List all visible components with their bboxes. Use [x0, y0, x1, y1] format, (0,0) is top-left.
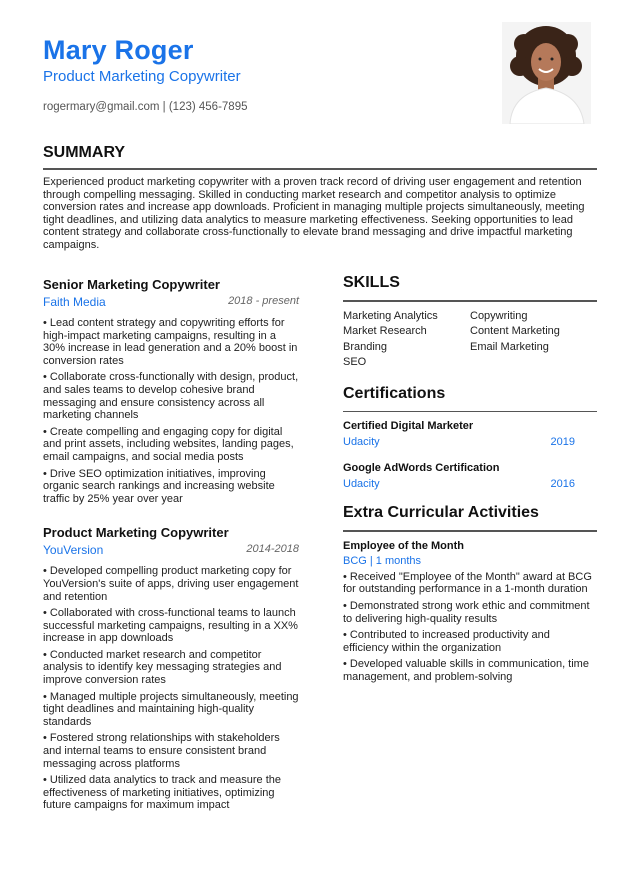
skill-item: Copywriting [470, 309, 528, 322]
job-entry [43, 277, 299, 505]
activity-entry [343, 540, 597, 684]
activity-bullet: • Received "Employee of the Month" award at BCG for outstanding performance in a 1-month duration [343, 570, 592, 596]
candidate-name: Mary Roger [43, 35, 194, 65]
summary-heading: SUMMARY [43, 144, 126, 161]
skill-item: Marketing Analytics [343, 309, 438, 322]
certifications-heading: Certifications [343, 384, 446, 402]
job-title: Senior Marketing Copywriter [43, 277, 220, 292]
certification-name: Google AdWords Certification [343, 462, 500, 475]
certifications-divider [343, 411, 597, 413]
skills-heading: SKILLS [343, 274, 400, 291]
portrait-illustration [502, 22, 591, 124]
job-bullet: • Managed multiple projects simultaneously, meeting tight deadlines and maintaining high-quality standards [43, 690, 299, 728]
job-bullet: • Utilized data analytics to track and measure the effectiveness of marketing initiatives, optimizing future campaigns for maximum impact [43, 774, 282, 812]
job-entry [43, 525, 299, 812]
candidate-title: Product Marketing Copywriter [43, 68, 241, 85]
profile-photo [502, 22, 591, 124]
contact-line: rogermary@gmail.com | (123) 456-7895 [43, 101, 248, 113]
activity-bullet: • Contributed to increased productivity and efficiency within the organization [343, 629, 550, 654]
certification-entry [343, 462, 597, 490]
job-dates: 2018 - present [228, 295, 299, 307]
activities-heading: Extra Curricular Activities [343, 504, 539, 522]
skill-item: Email Marketing [470, 340, 549, 353]
skill-item: Content Marketing [470, 325, 560, 338]
skills-divider [343, 300, 597, 302]
job-bullet: • Conducted market research and competitor analysis to identify key messaging strategies and improve conversion rates [43, 648, 282, 687]
job-bullet: • Collaborate cross-functionally with design, product, and sales teams to develop cohesive brand messaging and ensure consistency across all marketing channels [43, 371, 299, 422]
company-name: YouVersion [43, 543, 104, 558]
company-name: Faith Media [43, 295, 106, 309]
certification-entry [343, 420, 597, 448]
job-bullet: • Fostered strong relationships with stakeholders and internal teams to ensure consistent brand messaging across platforms [43, 732, 280, 770]
activity-bullet: • Demonstrated strong work ethic and commitment to delivering high-quality results [343, 600, 590, 625]
activity-bullet: • Developed valuable skills in communication, time management, and problem-solving [343, 658, 589, 684]
certification-year: 2016 [550, 478, 575, 491]
job-title: Product Marketing Copywriter [43, 525, 229, 541]
job-dates: 2014-2018 [246, 543, 299, 556]
certification-issuer: Udacity [343, 478, 380, 491]
sidebar-column [343, 274, 597, 688]
skill-item: Branding [343, 340, 388, 353]
summary-divider [43, 168, 597, 170]
summary-text: Experienced product marketing copywriter with a proven track record of driving user engagement and retention through compelling messaging. Skilled in conducting market research and competitor analysis to optimize conversion rates and increase app downloads. Proficient in managing multiple projects simultaneously, meeting tight deadlines, and utilizing data analytics to measure marketing effectiveness. Seeking opportunities to lead content strategy and collaborate cross-functionally to elevate brand messaging and drive impactful marketing campaigns. [43, 176, 585, 251]
certification-year: 2019 [550, 436, 575, 449]
job-bullet: • Create compelling and engaging copy for digital and print assets, including websites, landing pages, email campaigns, and social media posts [43, 425, 294, 463]
job-bullet: • Drive SEO optimization initiatives, improving organic search rankings and increasing website traffic by 25% year over year [43, 467, 275, 505]
certification-issuer: Udacity [343, 436, 380, 449]
skill-item: SEO [343, 356, 367, 369]
skills-list [343, 310, 597, 369]
experience-column [43, 277, 299, 832]
job-bullet: • Lead content strategy and copywriting efforts for high-impact marketing campaigns, resulting in a 30% increase in lead generation and a 20% boost in conversion rates [43, 317, 298, 367]
activities-divider [343, 530, 597, 532]
job-bullet: • Developed compelling product marketing copy for YouVersion's suite of apps, driving user engagement and retention [43, 565, 299, 603]
job-bullet: • Collaborated with cross-functional teams to launch successful marketing campaigns, resulting in a XX% increase in app downloads [43, 607, 298, 645]
certification-name: Certified Digital Marketer [343, 420, 474, 433]
activity-title: Employee of the Month [343, 539, 464, 552]
activity-meta: BCG | 1 months [343, 554, 422, 567]
skill-item: Market Research [343, 325, 427, 338]
